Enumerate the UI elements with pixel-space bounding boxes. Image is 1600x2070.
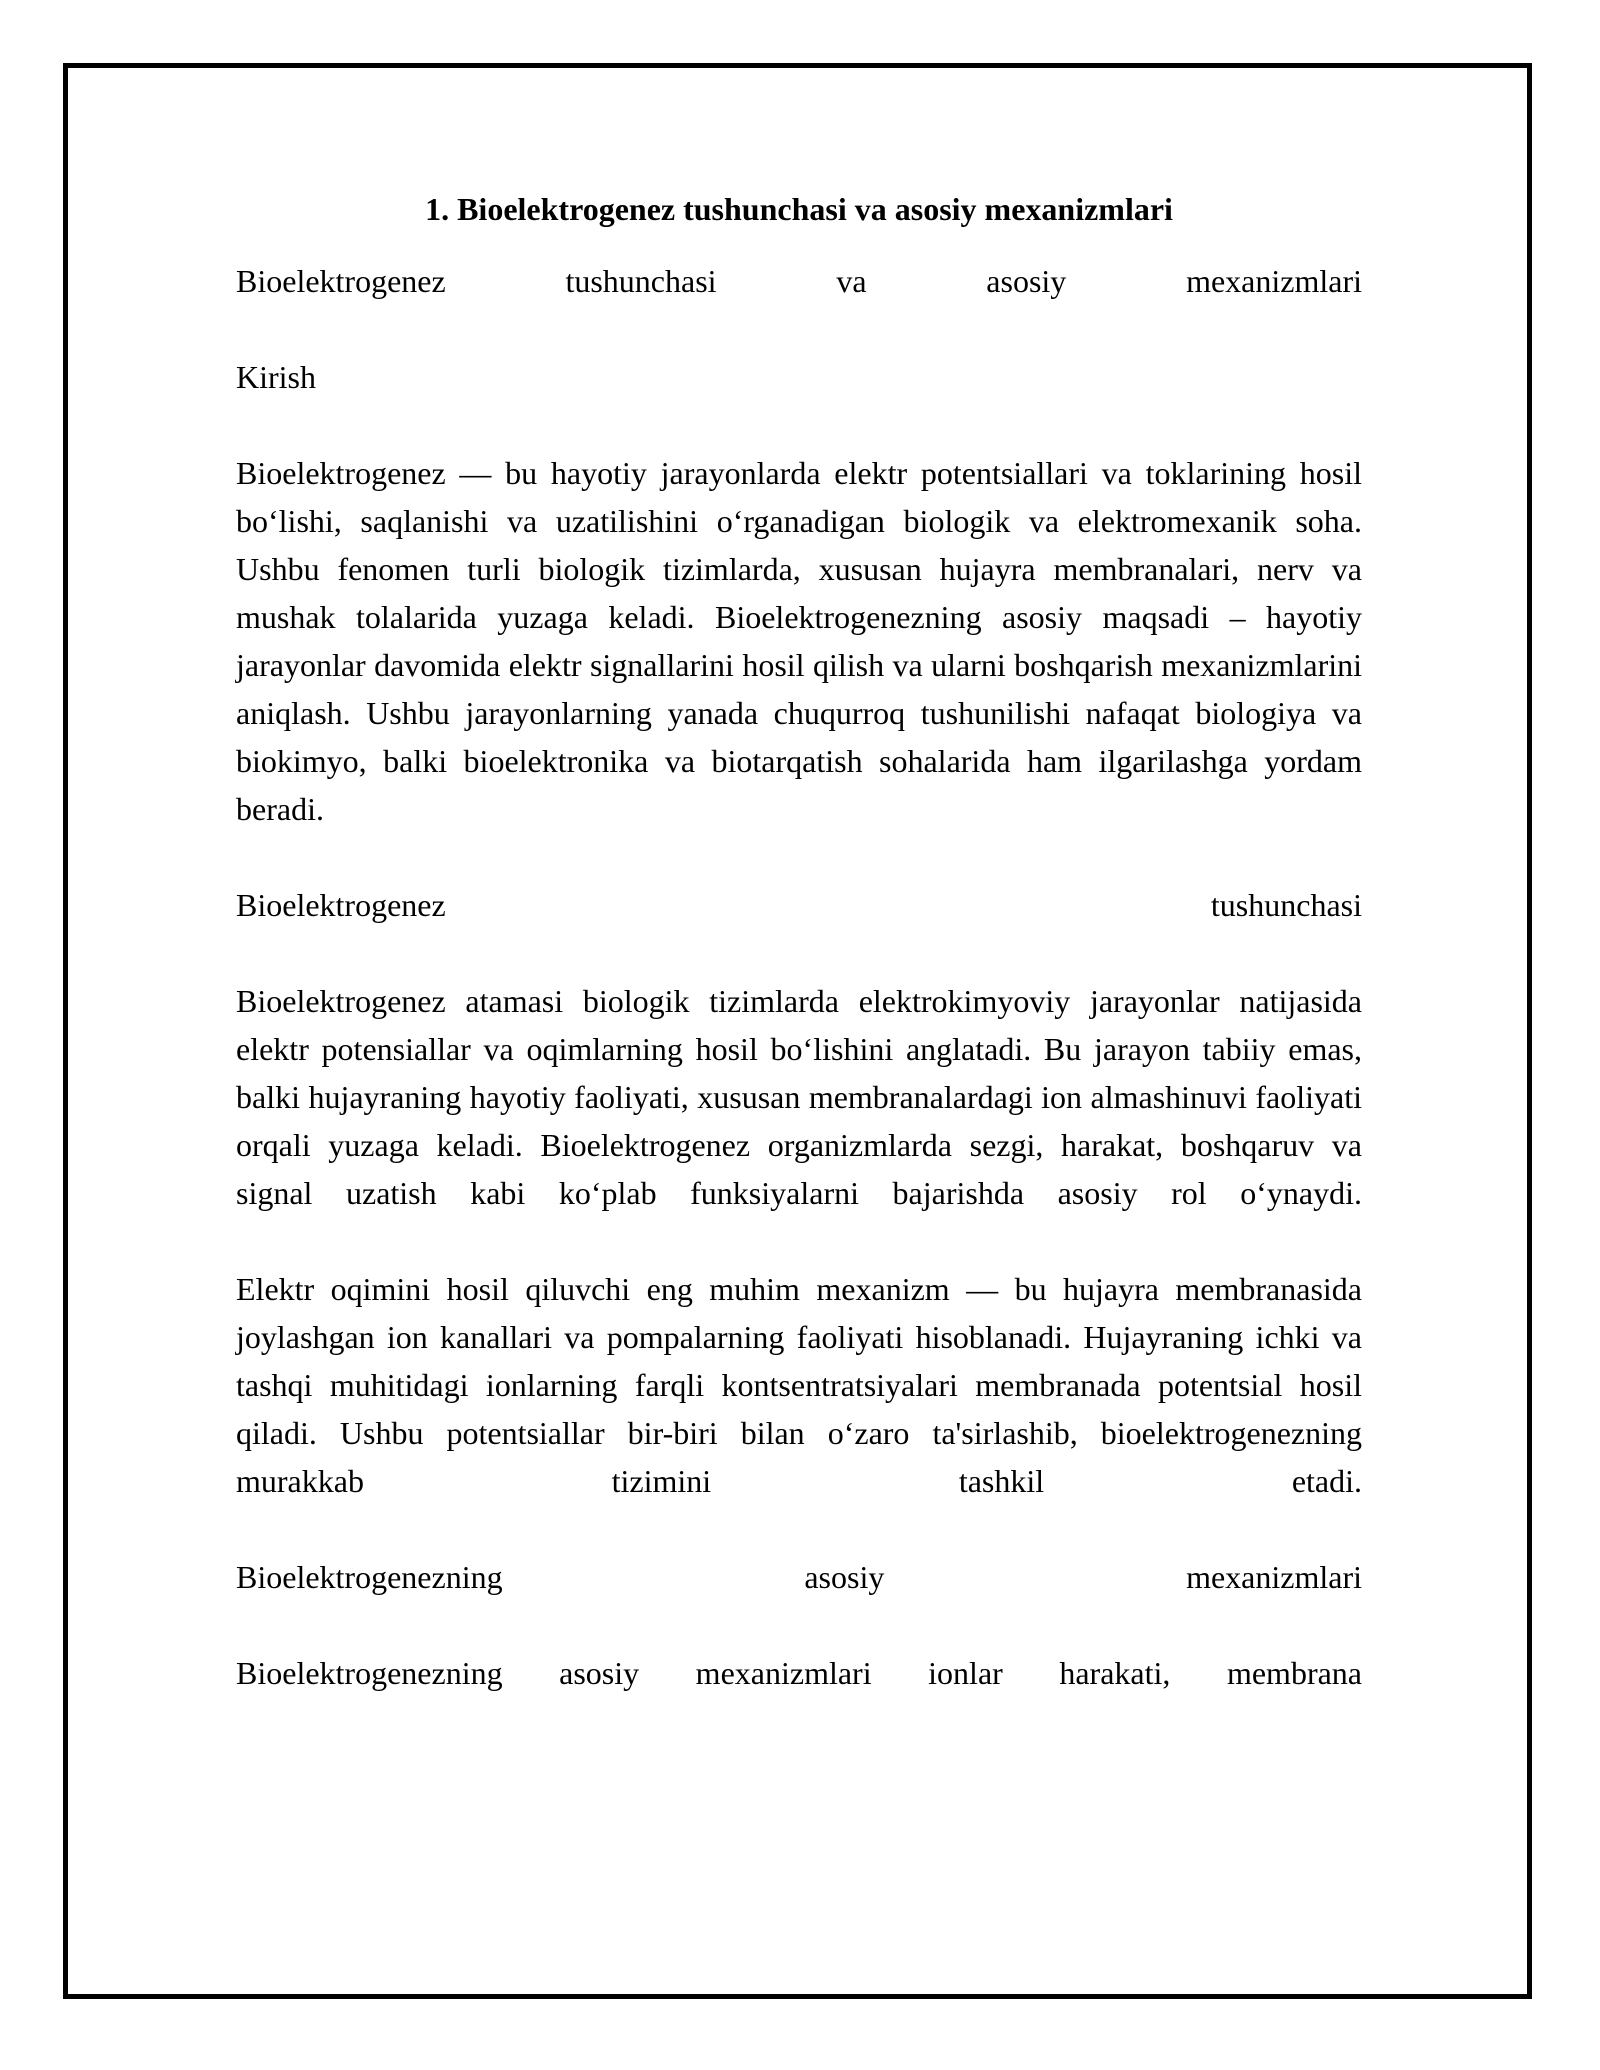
paragraph-intro-heading: Kirish [236, 359, 316, 395]
paragraph-subtitle: Bioelektrogenez tushunchasi va asosiy mexanizmlari [236, 263, 1362, 299]
paragraph-concept: Bioelektrogenez atamasi biologik tizimlarda elektrokimyoviy jarayonlar natijasida elektr potensiallar va oqimlarning hosil bo‘lishini anglatadi. Bu jarayon tabiiy emas, balki hujayraning hayotiy faoliyati, xususan membranalardagi ion almashinuvi faoliyati orqali yuzaga keladi. Bioelektrogenez organizmlarda sezgi, harakat, boshqaruv va signal uzatish kabi ko‘plab funksiyalarni bajarishda asosiy rol o‘ynaydi. [236, 983, 1362, 1211]
paragraph-intro: Bioelektrogenez — bu hayotiy jarayonlarda elektr potentsiallari va toklarining hosil bo‘lishi, saqlanishi va uzatilishini o‘rganadigan biologik va elektromexanik soha. Ushbu fenomen turli biologik tizimlarda, xususan hujayra membranalari, nerv va mushak tolalarida yuzaga keladi. Bioelektrogenezning asosiy maqsadi – hayotiy jarayonlar davomida elektr signallarini hosil qilish va ularni boshqarish mexanizmlarini aniqlash. Ushbu jarayonlarning yanada chuqurroq tushunilishi nafaqat biologiya va biokimyo, balki bioelektronika va biotarqatish sohalarida ham ilgarilashga yordam beradi. [236, 455, 1362, 827]
paragraph-concept-heading: Bioelektrogenez tushunchasi [236, 887, 1362, 923]
document-title: 1. Bioelektrogenez tushunchasi va asosiy mexanizmlari [425, 191, 1173, 227]
document-body [236, 185, 1362, 1697]
paragraph-mechanisms: Bioelektrogenezning asosiy mexanizmlari ionlar harakati, membrana [236, 1655, 1362, 1691]
paragraph-current-mechanism: Elektr oqimini hosil qiluvchi eng muhim mexanizm — bu hujayra membranasida joylashgan ion kanallari va pompalarning faoliyati hisoblanadi. Hujayraning ichki va tashqi muhitidagi ionlarning farqli kontsentratsiyalari membranada potentsial hosil qiladi. Ushbu potentsiallar bir-biri bilan o‘zaro ta'sirlashib, bioelektrogenezning murakkab tizimini tashkil etadi. [236, 1271, 1362, 1499]
paragraph-mechanisms-heading: Bioelektrogenezning asosiy mexanizmlari [236, 1559, 1362, 1595]
